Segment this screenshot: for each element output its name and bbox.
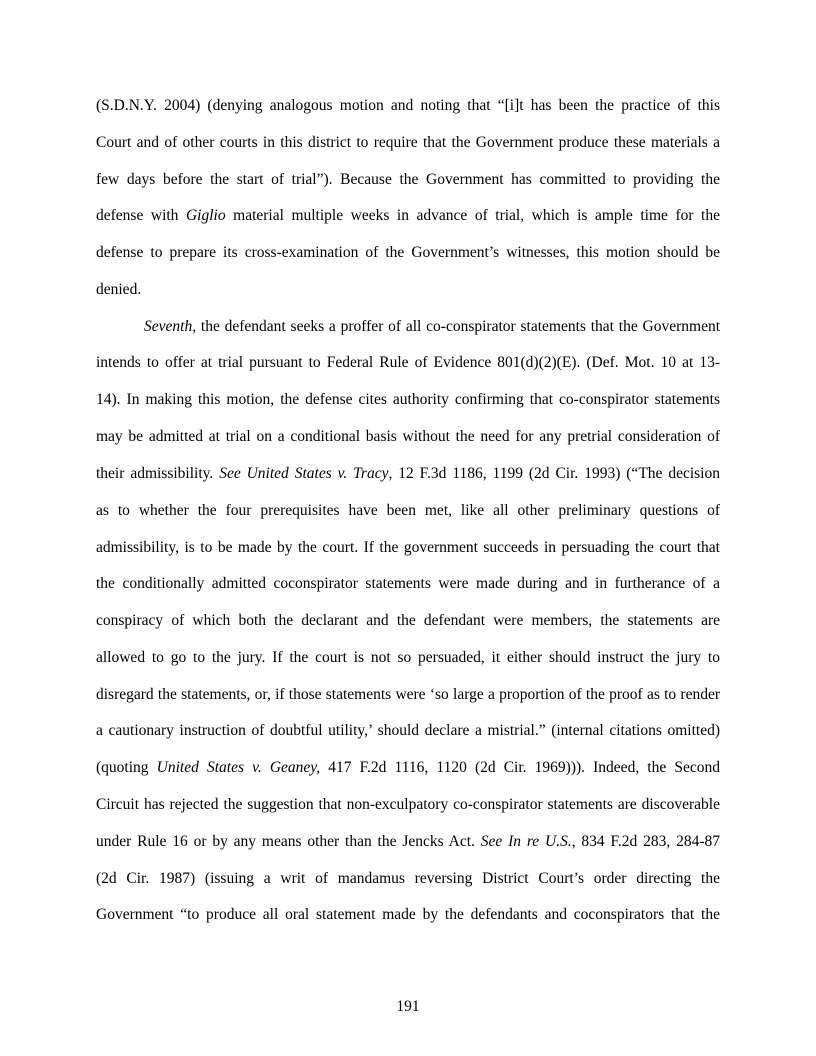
- text-run: intends to offer at trial pursuant to Federal Rule of Evidence 801(d)(2)(E). (Def. Mot. 10 at 13-: [96, 354, 720, 371]
- text-line: [96, 758, 720, 778]
- text-run: few days before the start of trial”). Because the Government has committed to providing the: [96, 171, 720, 188]
- text-run: material multiple weeks in advance of trial, which is ample time for the: [225, 207, 720, 224]
- text-line: [96, 427, 720, 447]
- text-run: defense to prepare its cross-examination of the Government’s witnesses, this motion should be: [96, 244, 720, 261]
- text-run: may be admitted at trial on a conditional basis without the need for any pretrial consideration of: [96, 428, 720, 445]
- text-line: [96, 464, 720, 484]
- text-run: under Rule 16 or by any means other than the Jencks Act.: [96, 833, 481, 850]
- text-line: [96, 96, 720, 116]
- text-run: (S.D.N.Y. 2004) (denying analogous motion and noting that “[i]t has been the practice of this: [96, 97, 720, 114]
- text-run: (2d Cir. 1987) (issuing a writ of mandamus reversing District Court’s order directing the: [96, 870, 720, 887]
- text-run: (quoting: [96, 759, 157, 776]
- text-line: [96, 206, 720, 226]
- text-line: [96, 832, 720, 852]
- italic-citation: See United States v. Tracy: [219, 465, 389, 482]
- text-line: [96, 280, 720, 300]
- text-line: [96, 574, 720, 594]
- text-line: [96, 869, 720, 889]
- text-run: , the defendant seeks a proffer of all co-conspirator statements that the Government: [192, 318, 720, 335]
- text-run: disregard the statements, or, if those statements were ‘so large a proportion of the proof as to render: [96, 686, 720, 703]
- text-run: their admissibility.: [96, 465, 220, 482]
- italic-citation: See In re U.S.: [480, 833, 572, 850]
- text-run: conspiracy of which both the declarant and the defendant were members, the statements are: [96, 612, 720, 629]
- text-line: [96, 501, 720, 521]
- text-run: Government “to produce all oral statement made by the defendants and coconspirators that the: [96, 906, 720, 923]
- text-run: a cautionary instruction of doubtful utility,’ should declare a mistrial.” (internal citations omitted): [96, 722, 720, 739]
- text-line: [96, 538, 720, 558]
- text-run: 14). In making this motion, the defense cites authority confirming that co-conspirator statements: [96, 391, 720, 408]
- text-line: [96, 905, 720, 925]
- page-number: 191: [396, 998, 420, 1015]
- text-run: allowed to go to the jury. If the court is not so persuaded, it either should instruct the jury to: [96, 649, 720, 666]
- text-run: defense with: [96, 207, 186, 224]
- text-run: , 834 F.2d 283, 284-87: [571, 833, 720, 850]
- text-run: denied.: [96, 281, 142, 298]
- text-line: [96, 611, 720, 631]
- italic-citation: United States v. Geaney,: [156, 759, 321, 776]
- text-line: [96, 795, 720, 815]
- text-line: [96, 243, 720, 263]
- italic-citation: Giglio: [185, 207, 226, 224]
- text-run: as to whether the four prerequisites have been met, like all other preliminary questions of: [96, 502, 720, 519]
- text-line: [96, 170, 720, 190]
- text-run: 417 F.2d 1116, 1120 (2d Cir. 1969))). Indeed, the Second: [320, 759, 720, 776]
- italic-citation: Seventh: [144, 318, 193, 335]
- text-line: [96, 685, 720, 705]
- text-run: , 12 F.3d 1186, 1199 (2d Cir. 1993) (“The decision: [388, 465, 720, 482]
- text-run: admissibility, is to be made by the court. If the government succeeds in persuading the court that: [96, 539, 720, 556]
- text-run: Court and of other courts in this district to require that the Government produce these materials a: [96, 134, 720, 151]
- text-run: Circuit has rejected the suggestion that non-exculpatory co-conspirator statements are discoverable: [96, 796, 720, 813]
- text-line: [96, 390, 720, 410]
- paragraph-first-line: [144, 317, 720, 337]
- text-line: [96, 353, 720, 373]
- text-line: [96, 133, 720, 153]
- text-run: the conditionally admitted coconspirator statements were made during and in furtherance of a: [96, 575, 720, 592]
- text-line: [96, 721, 720, 741]
- text-line: [96, 648, 720, 668]
